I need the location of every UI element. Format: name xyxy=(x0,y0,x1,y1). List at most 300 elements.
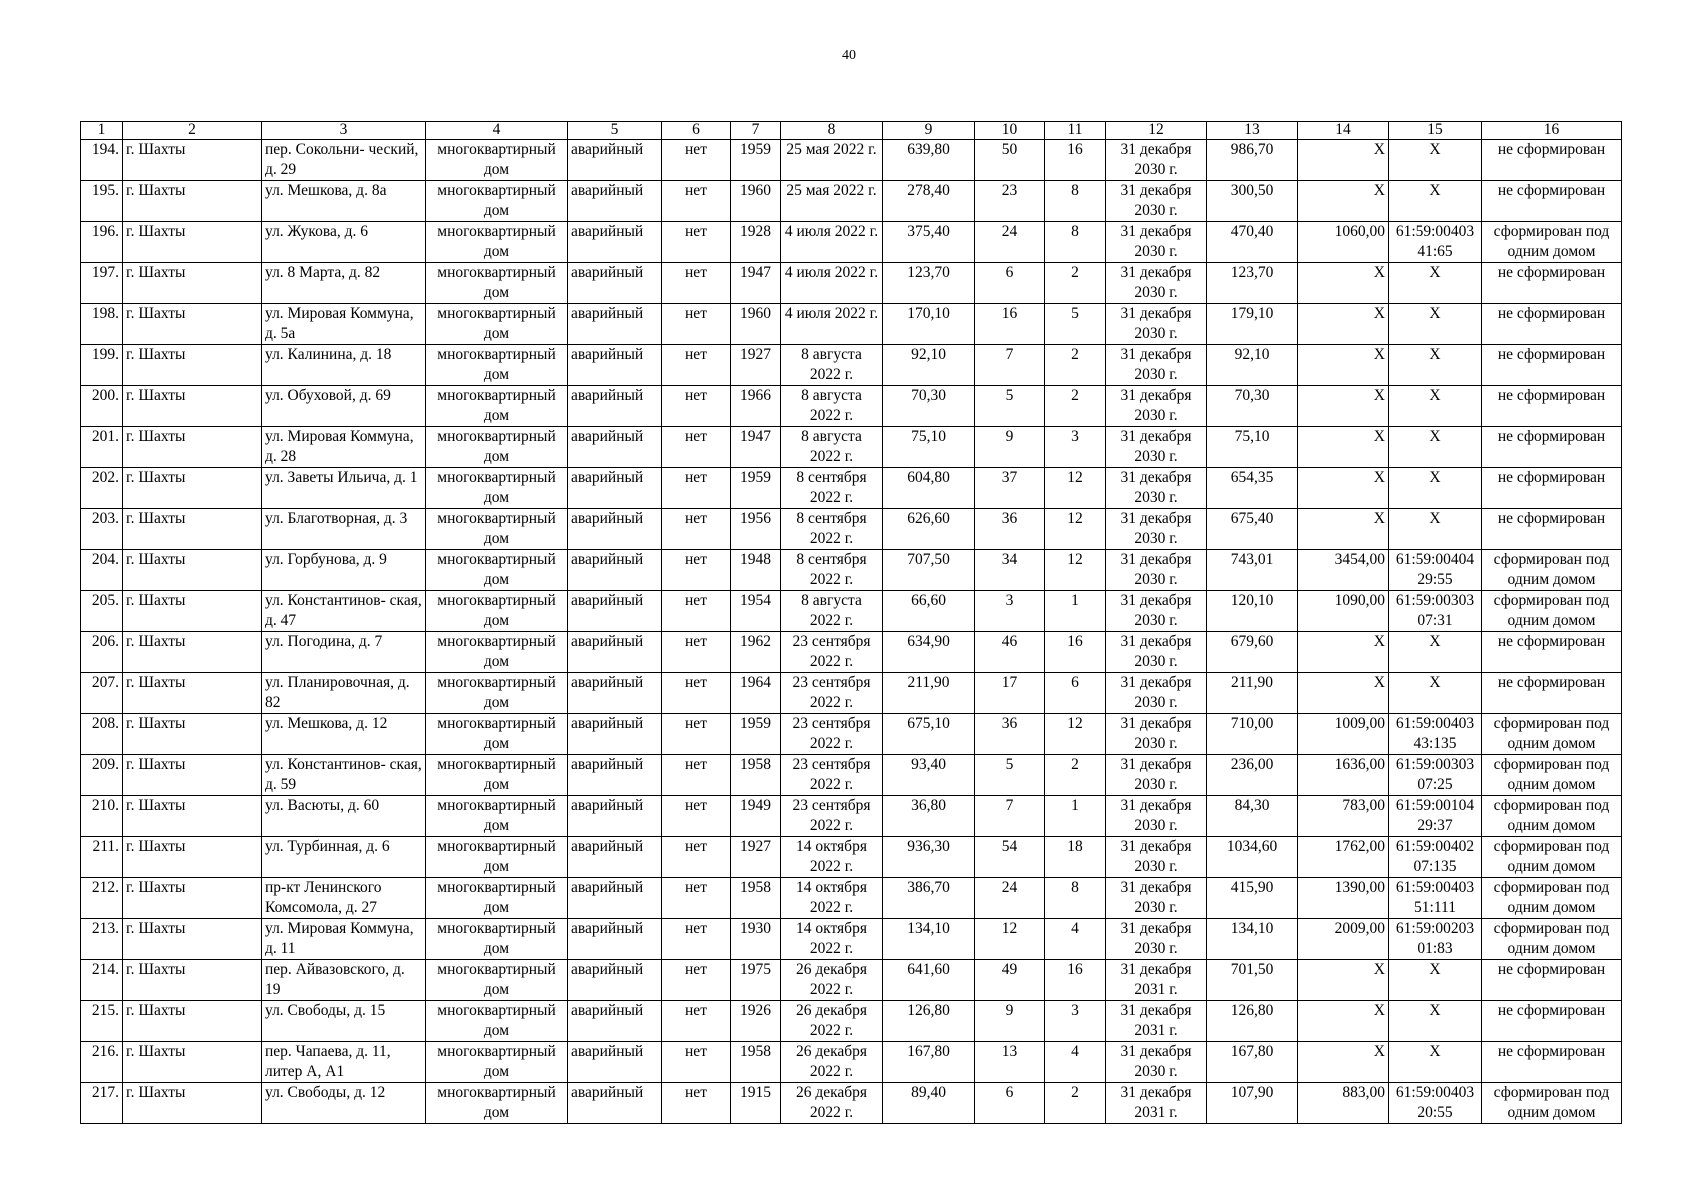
row-number: 195. xyxy=(81,181,123,222)
total-area-cell: 179,10 xyxy=(1207,304,1298,345)
column-header: 10 xyxy=(975,122,1045,140)
cadastral-number-cell: X xyxy=(1389,181,1482,222)
condition-cell: аварийный xyxy=(568,919,662,960)
year-built-cell: 1926 xyxy=(731,1001,781,1042)
apartments-cell: 12 xyxy=(1045,468,1106,509)
total-area-cell: 415,90 xyxy=(1207,878,1298,919)
land-area-cell: X xyxy=(1298,1042,1389,1083)
city-cell: г. Шахты xyxy=(123,427,262,468)
land-area-cell: 1090,00 xyxy=(1298,591,1389,632)
recognition-date-cell: 8 августа 2022 г. xyxy=(781,345,883,386)
city-cell: г. Шахты xyxy=(123,673,262,714)
apartments-cell: 8 xyxy=(1045,222,1106,263)
building-type-cell: многоквартирный дом xyxy=(426,550,568,591)
table-row xyxy=(81,673,1622,714)
recognition-date-cell: 8 сентября 2022 г. xyxy=(781,468,883,509)
table-row xyxy=(81,878,1622,919)
flag-cell: нет xyxy=(662,140,731,181)
cadastral-number-cell: X xyxy=(1389,263,1482,304)
apartments-cell: 2 xyxy=(1045,263,1106,304)
row-number: 212. xyxy=(81,878,123,919)
recognition-date-cell: 26 декабря 2022 г. xyxy=(781,960,883,1001)
total-area-cell: 134,10 xyxy=(1207,919,1298,960)
apartments-cell: 5 xyxy=(1045,304,1106,345)
total-area-cell: 70,30 xyxy=(1207,386,1298,427)
building-type-cell: многоквартирный дом xyxy=(426,427,568,468)
address-cell: ул. Константинов- ская, д. 59 xyxy=(262,755,426,796)
address-cell: ул. 8 Марта, д. 82 xyxy=(262,263,426,304)
land-area-cell: X xyxy=(1298,304,1389,345)
area-cell: 707,50 xyxy=(883,550,975,591)
recognition-date-cell: 8 августа 2022 г. xyxy=(781,386,883,427)
land-status-cell: не сформирован xyxy=(1482,345,1622,386)
apartments-cell: 16 xyxy=(1045,960,1106,1001)
flag-cell: нет xyxy=(662,345,731,386)
city-cell: г. Шахты xyxy=(123,468,262,509)
land-area-cell: 1009,00 xyxy=(1298,714,1389,755)
table-row xyxy=(81,263,1622,304)
condition-cell: аварийный xyxy=(568,345,662,386)
residents-cell: 23 xyxy=(975,181,1045,222)
area-cell: 170,10 xyxy=(883,304,975,345)
residents-cell: 13 xyxy=(975,1042,1045,1083)
column-header: 8 xyxy=(781,122,883,140)
condition-cell: аварийный xyxy=(568,796,662,837)
recognition-date-cell: 25 мая 2022 г. xyxy=(781,181,883,222)
building-type-cell: многоквартирный дом xyxy=(426,140,568,181)
condition-cell: аварийный xyxy=(568,837,662,878)
land-status-cell: сформирован под одним домом xyxy=(1482,837,1622,878)
apartments-cell: 12 xyxy=(1045,714,1106,755)
apartments-cell: 1 xyxy=(1045,796,1106,837)
land-status-cell: сформирован под одним домом xyxy=(1482,755,1622,796)
address-cell: ул. Заветы Ильича, д. 1 xyxy=(262,468,426,509)
table-row xyxy=(81,550,1622,591)
flag-cell: нет xyxy=(662,304,731,345)
residents-cell: 7 xyxy=(975,796,1045,837)
year-built-cell: 1927 xyxy=(731,837,781,878)
city-cell: г. Шахты xyxy=(123,263,262,304)
total-area-cell: 236,00 xyxy=(1207,755,1298,796)
land-status-cell: не сформирован xyxy=(1482,181,1622,222)
address-cell: ул. Васюты, д. 60 xyxy=(262,796,426,837)
city-cell: г. Шахты xyxy=(123,919,262,960)
flag-cell: нет xyxy=(662,837,731,878)
residents-cell: 36 xyxy=(975,509,1045,550)
area-cell: 634,90 xyxy=(883,632,975,673)
land-status-cell: сформирован под одним домом xyxy=(1482,591,1622,632)
area-cell: 66,60 xyxy=(883,591,975,632)
building-type-cell: многоквартирный дом xyxy=(426,714,568,755)
cadastral-number-cell: X xyxy=(1389,673,1482,714)
apartments-cell: 3 xyxy=(1045,427,1106,468)
residents-cell: 6 xyxy=(975,1083,1045,1124)
building-type-cell: многоквартирный дом xyxy=(426,1042,568,1083)
column-header: 9 xyxy=(883,122,975,140)
building-type-cell: многоквартирный дом xyxy=(426,304,568,345)
cadastral-number-cell: 61:59:00403 20:55 xyxy=(1389,1083,1482,1124)
year-built-cell: 1966 xyxy=(731,386,781,427)
building-type-cell: многоквартирный дом xyxy=(426,878,568,919)
address-cell: ул. Планировочная, д. 82 xyxy=(262,673,426,714)
row-number: 217. xyxy=(81,1083,123,1124)
table-row xyxy=(81,1042,1622,1083)
condition-cell: аварийный xyxy=(568,222,662,263)
registry-body xyxy=(81,140,1622,1124)
city-cell: г. Шахты xyxy=(123,591,262,632)
row-number: 198. xyxy=(81,304,123,345)
resettlement-deadline-cell: 31 декабря 2030 г. xyxy=(1106,304,1207,345)
residents-cell: 16 xyxy=(975,304,1045,345)
table-row xyxy=(81,345,1622,386)
year-built-cell: 1947 xyxy=(731,263,781,304)
building-type-cell: многоквартирный дом xyxy=(426,509,568,550)
address-cell: ул. Мешкова, д. 8а xyxy=(262,181,426,222)
cadastral-number-cell: X xyxy=(1389,1042,1482,1083)
land-status-cell: сформирован под одним домом xyxy=(1482,919,1622,960)
residents-cell: 24 xyxy=(975,878,1045,919)
residents-cell: 24 xyxy=(975,222,1045,263)
land-area-cell: 1762,00 xyxy=(1298,837,1389,878)
address-cell: ул. Обуховой, д. 69 xyxy=(262,386,426,427)
land-status-cell: не сформирован xyxy=(1482,632,1622,673)
residents-cell: 9 xyxy=(975,1001,1045,1042)
recognition-date-cell: 23 сентября 2022 г. xyxy=(781,796,883,837)
apartments-cell: 6 xyxy=(1045,673,1106,714)
cadastral-number-cell: 61:59:00403 43:135 xyxy=(1389,714,1482,755)
cadastral-number-cell: 61:59:00404 29:55 xyxy=(1389,550,1482,591)
table-row xyxy=(81,632,1622,673)
building-type-cell: многоквартирный дом xyxy=(426,1083,568,1124)
apartments-cell: 16 xyxy=(1045,632,1106,673)
building-type-cell: многоквартирный дом xyxy=(426,755,568,796)
apartments-cell: 16 xyxy=(1045,140,1106,181)
building-type-cell: многоквартирный дом xyxy=(426,222,568,263)
total-area-cell: 84,30 xyxy=(1207,796,1298,837)
apartments-cell: 1 xyxy=(1045,591,1106,632)
year-built-cell: 1954 xyxy=(731,591,781,632)
resettlement-deadline-cell: 31 декабря 2030 г. xyxy=(1106,550,1207,591)
resettlement-deadline-cell: 31 декабря 2030 г. xyxy=(1106,714,1207,755)
building-type-cell: многоквартирный дом xyxy=(426,632,568,673)
condition-cell: аварийный xyxy=(568,304,662,345)
row-number: 211. xyxy=(81,837,123,878)
area-cell: 639,80 xyxy=(883,140,975,181)
year-built-cell: 1959 xyxy=(731,468,781,509)
building-type-cell: многоквартирный дом xyxy=(426,263,568,304)
land-area-cell: 1390,00 xyxy=(1298,878,1389,919)
area-cell: 167,80 xyxy=(883,1042,975,1083)
table-row xyxy=(81,919,1622,960)
table-row xyxy=(81,1083,1622,1124)
flag-cell: нет xyxy=(662,878,731,919)
recognition-date-cell: 26 декабря 2022 г. xyxy=(781,1042,883,1083)
area-cell: 134,10 xyxy=(883,919,975,960)
land-area-cell: X xyxy=(1298,140,1389,181)
land-area-cell: 783,00 xyxy=(1298,796,1389,837)
year-built-cell: 1956 xyxy=(731,509,781,550)
residents-cell: 9 xyxy=(975,427,1045,468)
residents-cell: 12 xyxy=(975,919,1045,960)
address-cell: ул. Мешкова, д. 12 xyxy=(262,714,426,755)
recognition-date-cell: 23 сентября 2022 г. xyxy=(781,673,883,714)
condition-cell: аварийный xyxy=(568,673,662,714)
cadastral-number-cell: X xyxy=(1389,345,1482,386)
land-status-cell: сформирован под одним домом xyxy=(1482,1083,1622,1124)
total-area-cell: 92,10 xyxy=(1207,345,1298,386)
flag-cell: нет xyxy=(662,714,731,755)
city-cell: г. Шахты xyxy=(123,796,262,837)
building-type-cell: многоквартирный дом xyxy=(426,960,568,1001)
year-built-cell: 1964 xyxy=(731,673,781,714)
resettlement-deadline-cell: 31 декабря 2030 г. xyxy=(1106,837,1207,878)
apartments-cell: 8 xyxy=(1045,181,1106,222)
row-number: 214. xyxy=(81,960,123,1001)
cadastral-number-cell: 61:59:00403 41:65 xyxy=(1389,222,1482,263)
total-area-cell: 126,80 xyxy=(1207,1001,1298,1042)
condition-cell: аварийный xyxy=(568,1083,662,1124)
land-area-cell: X xyxy=(1298,345,1389,386)
residents-cell: 6 xyxy=(975,263,1045,304)
column-number-row xyxy=(81,122,1622,140)
cadastral-number-cell: X xyxy=(1389,304,1482,345)
flag-cell: нет xyxy=(662,1083,731,1124)
apartments-cell: 2 xyxy=(1045,345,1106,386)
apartments-cell: 2 xyxy=(1045,755,1106,796)
address-cell: ул. Погодина, д. 7 xyxy=(262,632,426,673)
building-type-cell: многоквартирный дом xyxy=(426,919,568,960)
total-area-cell: 743,01 xyxy=(1207,550,1298,591)
city-cell: г. Шахты xyxy=(123,509,262,550)
city-cell: г. Шахты xyxy=(123,550,262,591)
cadastral-number-cell: 61:59:00402 07:135 xyxy=(1389,837,1482,878)
table-row xyxy=(81,591,1622,632)
row-number: 196. xyxy=(81,222,123,263)
land-status-cell: не сформирован xyxy=(1482,509,1622,550)
apartments-cell: 3 xyxy=(1045,1001,1106,1042)
recognition-date-cell: 23 сентября 2022 г. xyxy=(781,714,883,755)
land-status-cell: не сформирован xyxy=(1482,304,1622,345)
row-number: 203. xyxy=(81,509,123,550)
resettlement-deadline-cell: 31 декабря 2030 г. xyxy=(1106,796,1207,837)
resettlement-deadline-cell: 31 декабря 2030 г. xyxy=(1106,181,1207,222)
land-area-cell: X xyxy=(1298,960,1389,1001)
flag-cell: нет xyxy=(662,222,731,263)
land-status-cell: сформирован под одним домом xyxy=(1482,550,1622,591)
flag-cell: нет xyxy=(662,755,731,796)
cadastral-number-cell: 61:59:00303 07:31 xyxy=(1389,591,1482,632)
column-header: 2 xyxy=(123,122,262,140)
city-cell: г. Шахты xyxy=(123,222,262,263)
flag-cell: нет xyxy=(662,550,731,591)
residents-cell: 46 xyxy=(975,632,1045,673)
cadastral-number-cell: X xyxy=(1389,1001,1482,1042)
flag-cell: нет xyxy=(662,181,731,222)
address-cell: ул. Мировая Коммуна, д. 28 xyxy=(262,427,426,468)
address-cell: ул. Константинов- ская, д. 47 xyxy=(262,591,426,632)
total-area-cell: 701,50 xyxy=(1207,960,1298,1001)
apartments-cell: 8 xyxy=(1045,878,1106,919)
address-cell: ул. Турбинная, д. 6 xyxy=(262,837,426,878)
area-cell: 604,80 xyxy=(883,468,975,509)
land-status-cell: не сформирован xyxy=(1482,427,1622,468)
land-area-cell: X xyxy=(1298,1001,1389,1042)
resettlement-deadline-cell: 31 декабря 2031 г. xyxy=(1106,960,1207,1001)
table-row xyxy=(81,755,1622,796)
city-cell: г. Шахты xyxy=(123,837,262,878)
area-cell: 93,40 xyxy=(883,755,975,796)
city-cell: г. Шахты xyxy=(123,1083,262,1124)
flag-cell: нет xyxy=(662,919,731,960)
land-status-cell: не сформирован xyxy=(1482,386,1622,427)
row-number: 215. xyxy=(81,1001,123,1042)
flag-cell: нет xyxy=(662,673,731,714)
address-cell: ул. Горбунова, д. 9 xyxy=(262,550,426,591)
column-header: 13 xyxy=(1207,122,1298,140)
total-area-cell: 654,35 xyxy=(1207,468,1298,509)
recognition-date-cell: 23 сентября 2022 г. xyxy=(781,755,883,796)
apartments-cell: 4 xyxy=(1045,919,1106,960)
cadastral-number-cell: 61:59:00303 07:25 xyxy=(1389,755,1482,796)
condition-cell: аварийный xyxy=(568,632,662,673)
table-row xyxy=(81,140,1622,181)
total-area-cell: 123,70 xyxy=(1207,263,1298,304)
total-area-cell: 107,90 xyxy=(1207,1083,1298,1124)
column-header: 16 xyxy=(1482,122,1622,140)
resettlement-deadline-cell: 31 декабря 2030 г. xyxy=(1106,1042,1207,1083)
total-area-cell: 675,40 xyxy=(1207,509,1298,550)
cadastral-number-cell: X xyxy=(1389,386,1482,427)
building-type-cell: многоквартирный дом xyxy=(426,386,568,427)
row-number: 213. xyxy=(81,919,123,960)
cadastral-number-cell: 61:59:00203 01:83 xyxy=(1389,919,1482,960)
area-cell: 92,10 xyxy=(883,345,975,386)
table-row xyxy=(81,796,1622,837)
resettlement-deadline-cell: 31 декабря 2030 г. xyxy=(1106,427,1207,468)
area-cell: 75,10 xyxy=(883,427,975,468)
flag-cell: нет xyxy=(662,427,731,468)
column-header: 15 xyxy=(1389,122,1482,140)
total-area-cell: 679,60 xyxy=(1207,632,1298,673)
recognition-date-cell: 26 декабря 2022 г. xyxy=(781,1001,883,1042)
land-status-cell: не сформирован xyxy=(1482,673,1622,714)
land-status-cell: сформирован под одним домом xyxy=(1482,878,1622,919)
resettlement-deadline-cell: 31 декабря 2030 г. xyxy=(1106,755,1207,796)
table-row xyxy=(81,427,1622,468)
total-area-cell: 120,10 xyxy=(1207,591,1298,632)
cadastral-number-cell: X xyxy=(1389,509,1482,550)
residents-cell: 37 xyxy=(975,468,1045,509)
resettlement-deadline-cell: 31 декабря 2030 г. xyxy=(1106,632,1207,673)
recognition-date-cell: 23 сентября 2022 г. xyxy=(781,632,883,673)
city-cell: г. Шахты xyxy=(123,181,262,222)
flag-cell: нет xyxy=(662,632,731,673)
city-cell: г. Шахты xyxy=(123,1001,262,1042)
table-row xyxy=(81,181,1622,222)
resettlement-deadline-cell: 31 декабря 2031 г. xyxy=(1106,1001,1207,1042)
recognition-date-cell: 4 июля 2022 г. xyxy=(781,222,883,263)
total-area-cell: 710,00 xyxy=(1207,714,1298,755)
recognition-date-cell: 8 августа 2022 г. xyxy=(781,427,883,468)
resettlement-deadline-cell: 31 декабря 2030 г. xyxy=(1106,919,1207,960)
flag-cell: нет xyxy=(662,960,731,1001)
resettlement-deadline-cell: 31 декабря 2030 г. xyxy=(1106,222,1207,263)
total-area-cell: 1034,60 xyxy=(1207,837,1298,878)
recognition-date-cell: 4 июля 2022 г. xyxy=(781,304,883,345)
city-cell: г. Шахты xyxy=(123,632,262,673)
condition-cell: аварийный xyxy=(568,386,662,427)
building-type-cell: многоквартирный дом xyxy=(426,837,568,878)
row-number: 200. xyxy=(81,386,123,427)
row-number: 201. xyxy=(81,427,123,468)
resettlement-deadline-cell: 31 декабря 2030 г. xyxy=(1106,468,1207,509)
column-header: 12 xyxy=(1106,122,1207,140)
land-status-cell: не сформирован xyxy=(1482,140,1622,181)
land-area-cell: X xyxy=(1298,673,1389,714)
table-row xyxy=(81,960,1622,1001)
table-row xyxy=(81,468,1622,509)
column-header: 6 xyxy=(662,122,731,140)
column-header: 5 xyxy=(568,122,662,140)
apartments-cell: 12 xyxy=(1045,550,1106,591)
address-cell: пр-кт Ленинского Комсомола, д. 27 xyxy=(262,878,426,919)
flag-cell: нет xyxy=(662,386,731,427)
table-row xyxy=(81,1001,1622,1042)
cadastral-number-cell: X xyxy=(1389,632,1482,673)
table-row xyxy=(81,386,1622,427)
year-built-cell: 1960 xyxy=(731,304,781,345)
table-row xyxy=(81,509,1622,550)
recognition-date-cell: 26 декабря 2022 г. xyxy=(781,1083,883,1124)
address-cell: ул. Свободы, д. 12 xyxy=(262,1083,426,1124)
residents-cell: 17 xyxy=(975,673,1045,714)
recognition-date-cell: 8 августа 2022 г. xyxy=(781,591,883,632)
row-number: 207. xyxy=(81,673,123,714)
row-number: 209. xyxy=(81,755,123,796)
condition-cell: аварийный xyxy=(568,878,662,919)
housing-registry-table xyxy=(80,121,1622,1124)
table-row xyxy=(81,837,1622,878)
city-cell: г. Шахты xyxy=(123,304,262,345)
total-area-cell: 211,90 xyxy=(1207,673,1298,714)
row-number: 199. xyxy=(81,345,123,386)
column-header: 4 xyxy=(426,122,568,140)
area-cell: 36,80 xyxy=(883,796,975,837)
apartments-cell: 12 xyxy=(1045,509,1106,550)
column-header: 7 xyxy=(731,122,781,140)
land-area-cell: X xyxy=(1298,263,1389,304)
address-cell: ул. Жукова, д. 6 xyxy=(262,222,426,263)
area-cell: 675,10 xyxy=(883,714,975,755)
residents-cell: 50 xyxy=(975,140,1045,181)
land-area-cell: X xyxy=(1298,427,1389,468)
year-built-cell: 1959 xyxy=(731,140,781,181)
residents-cell: 3 xyxy=(975,591,1045,632)
total-area-cell: 986,70 xyxy=(1207,140,1298,181)
area-cell: 626,60 xyxy=(883,509,975,550)
land-status-cell: не сформирован xyxy=(1482,468,1622,509)
apartments-cell: 2 xyxy=(1045,1083,1106,1124)
year-built-cell: 1947 xyxy=(731,427,781,468)
cadastral-number-cell: X xyxy=(1389,960,1482,1001)
condition-cell: аварийный xyxy=(568,755,662,796)
city-cell: г. Шахты xyxy=(123,960,262,1001)
address-cell: ул. Благотворная, д. 3 xyxy=(262,509,426,550)
address-cell: ул. Калинина, д. 18 xyxy=(262,345,426,386)
land-area-cell: X xyxy=(1298,468,1389,509)
condition-cell: аварийный xyxy=(568,960,662,1001)
area-cell: 126,80 xyxy=(883,1001,975,1042)
